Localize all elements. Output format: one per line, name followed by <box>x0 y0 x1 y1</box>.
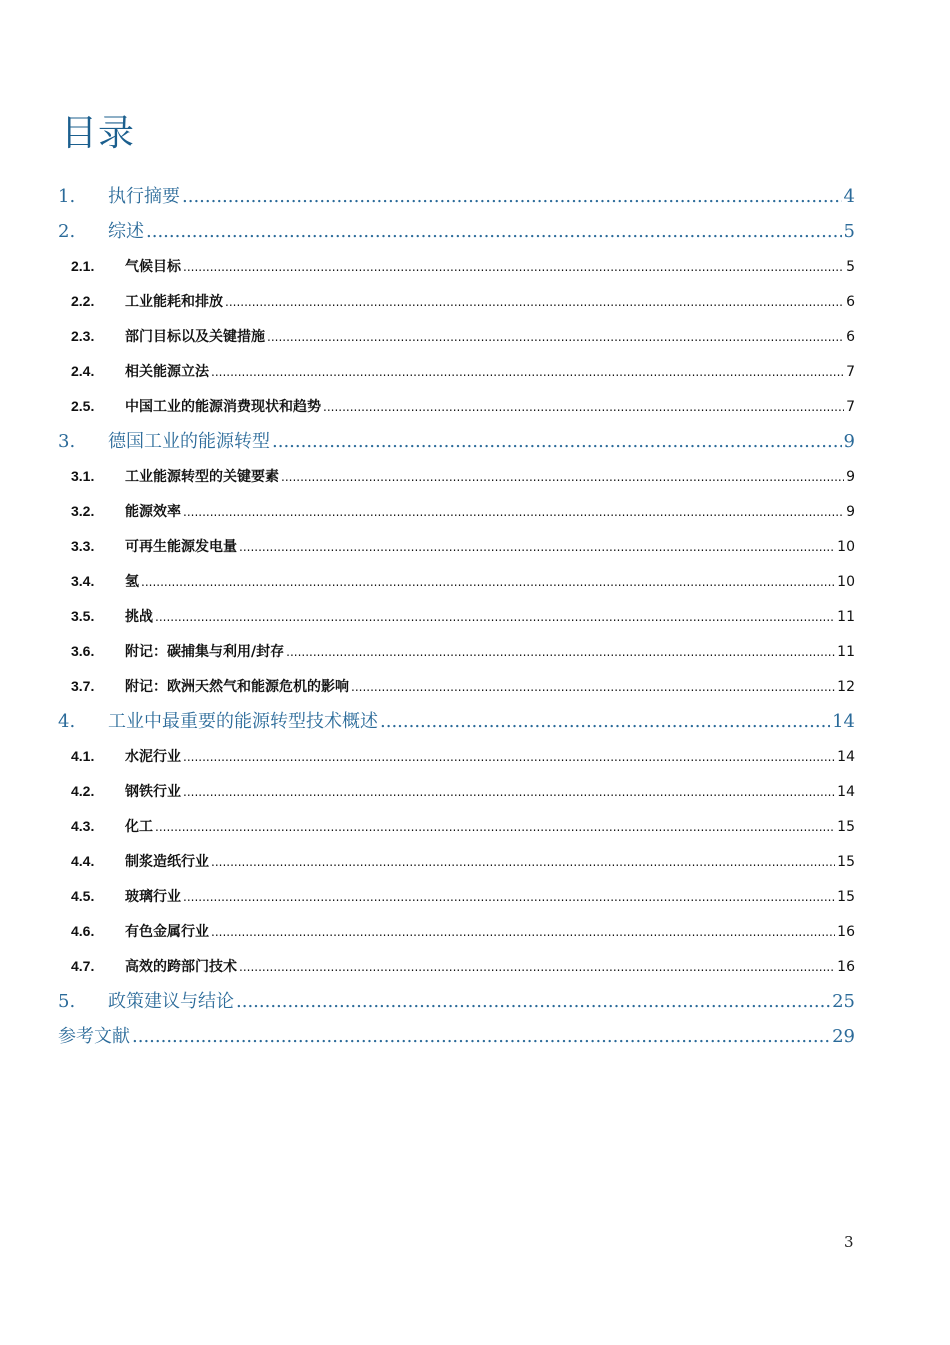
toc-label: 德国工业的能源转型 <box>108 431 270 452</box>
toc-leader <box>155 820 835 834</box>
toc-leader <box>183 890 835 904</box>
toc-page: 15 <box>837 854 855 870</box>
toc-entry-3-5[interactable] <box>71 606 855 626</box>
toc-entry-4-4[interactable] <box>71 851 855 871</box>
toc-entry-3-1[interactable] <box>71 466 855 486</box>
toc-page: 29 <box>832 1026 855 1047</box>
toc-page: 6 <box>846 294 855 310</box>
toc-number: 2.1. <box>71 258 95 274</box>
toc-entry-4-2[interactable] <box>71 781 855 801</box>
toc-leader <box>183 260 844 274</box>
toc-entry-4[interactable] <box>58 707 855 733</box>
toc-number: 2.5. <box>71 398 95 414</box>
toc-leader <box>183 505 844 519</box>
toc-entry-4-3[interactable] <box>71 816 855 836</box>
toc-page: 6 <box>846 329 855 345</box>
toc-entry-5[interactable] <box>58 987 855 1013</box>
toc-number: 2. <box>58 221 76 242</box>
toc-entry-3[interactable] <box>58 427 855 453</box>
toc-number: 4.6. <box>71 923 95 939</box>
toc-label: 附记：碳捕集与利用/封存 <box>125 644 285 660</box>
toc-leader <box>211 365 844 379</box>
toc-label: 中国工业的能源消费现状和趋势 <box>125 399 321 415</box>
toc-number: 2.3. <box>71 328 95 344</box>
toc-leader <box>281 470 844 484</box>
toc-leader <box>146 221 842 242</box>
toc-page: 15 <box>837 819 855 835</box>
toc-leader <box>272 431 842 452</box>
toc-number: 4.5. <box>71 888 95 904</box>
toc-leader <box>239 960 835 974</box>
toc-page: 14 <box>837 749 855 765</box>
toc-leader <box>183 750 835 764</box>
toc-number: 3.1. <box>71 468 95 484</box>
toc-page: 9 <box>843 431 855 452</box>
toc-number: 3.3. <box>71 538 95 554</box>
toc-page: 14 <box>832 711 855 732</box>
toc-leader <box>351 680 835 694</box>
toc-label: 部门目标以及关键措施 <box>125 329 265 345</box>
toc-page: 10 <box>837 574 855 590</box>
toc-label: 参考文献 <box>58 1026 130 1047</box>
toc-entry-4-7[interactable] <box>71 956 855 976</box>
toc-number: 4.3. <box>71 818 95 834</box>
toc-page: 25 <box>832 991 855 1012</box>
toc-leader <box>132 1026 830 1047</box>
toc-page: 9 <box>846 469 855 485</box>
toc-entry-3-4[interactable] <box>71 571 855 591</box>
toc-entry-4-6[interactable] <box>71 921 855 941</box>
toc-page: 12 <box>837 679 855 695</box>
toc-page: 9 <box>846 504 855 520</box>
toc-leader <box>286 645 835 659</box>
toc-leader <box>225 295 844 309</box>
toc-label: 钢铁行业 <box>125 784 181 800</box>
toc-label: 化工 <box>125 819 153 835</box>
toc-page: 16 <box>837 924 855 940</box>
toc-label: 工业能源转型的关键要素 <box>125 469 279 485</box>
toc-page: 15 <box>837 889 855 905</box>
toc-leader <box>380 711 830 732</box>
toc-entry-3-6[interactable] <box>71 641 855 661</box>
toc-entry-1[interactable] <box>58 182 855 208</box>
toc-entry-3-7[interactable] <box>71 676 855 696</box>
toc-page: 11 <box>837 644 855 660</box>
toc-entry-4-5[interactable] <box>71 886 855 906</box>
toc-entry-2-1[interactable] <box>71 256 855 276</box>
toc-page: 5 <box>843 221 855 242</box>
toc-number: 4.2. <box>71 783 95 799</box>
toc-label: 挑战 <box>125 609 153 625</box>
toc-label: 政策建议与结论 <box>108 991 234 1012</box>
toc-leader <box>236 991 830 1012</box>
toc-label: 气候目标 <box>125 259 181 275</box>
toc-label: 制浆造纸行业 <box>125 854 209 870</box>
toc-page: 10 <box>837 539 855 555</box>
toc-leader <box>239 540 835 554</box>
toc-number: 5. <box>58 991 76 1012</box>
toc-label: 水泥行业 <box>125 749 181 765</box>
page-number: 3 <box>844 1233 854 1251</box>
toc-leader <box>141 575 835 589</box>
toc-number: 3.7. <box>71 678 95 694</box>
toc-number: 4.4. <box>71 853 95 869</box>
toc-leader <box>155 610 835 624</box>
toc-number: 1. <box>58 186 76 207</box>
page-title: 目录 <box>61 113 136 154</box>
toc-label: 玻璃行业 <box>125 889 181 905</box>
toc-number: 4.7. <box>71 958 95 974</box>
toc-page: 7 <box>846 364 855 380</box>
toc-number: 3.6. <box>71 643 95 659</box>
toc-number: 2.4. <box>71 363 95 379</box>
toc-label: 能源效率 <box>125 504 181 520</box>
toc-label: 工业中最重要的能源转型技术概述 <box>108 711 378 732</box>
toc-leader <box>183 785 835 799</box>
toc-label: 相关能源立法 <box>125 364 209 380</box>
toc-number: 3.2. <box>71 503 95 519</box>
toc-leader <box>211 855 835 869</box>
toc-page: 5 <box>846 259 855 275</box>
toc-label: 高效的跨部门技术 <box>125 959 237 975</box>
toc-entry-4-1[interactable] <box>71 746 855 766</box>
toc-entry-2[interactable] <box>58 217 855 243</box>
toc-page: 4 <box>843 186 855 207</box>
toc-entry-2-2[interactable] <box>71 291 855 311</box>
toc-leader <box>182 186 842 207</box>
toc-leader <box>267 330 844 344</box>
toc-label: 氢 <box>125 574 139 590</box>
toc-entry-2-3[interactable] <box>71 326 855 346</box>
toc-entry-3-3[interactable] <box>71 536 855 556</box>
toc-number: 4.1. <box>71 748 95 764</box>
toc-page: 11 <box>837 609 855 625</box>
toc-number: 3. <box>58 431 76 452</box>
toc-label: 有色金属行业 <box>125 924 209 940</box>
toc-number: 3.4. <box>71 573 95 589</box>
toc-page: 16 <box>837 959 855 975</box>
toc-number: 3.5. <box>71 608 95 624</box>
toc-entry-3-2[interactable] <box>71 501 855 521</box>
toc-entry-2-5[interactable] <box>71 396 855 416</box>
toc-label: 综述 <box>108 221 144 242</box>
toc-label: 附记：欧洲天然气和能源危机的影响 <box>125 679 349 695</box>
toc-label: 工业能耗和排放 <box>125 294 223 310</box>
toc-page: 14 <box>837 784 855 800</box>
toc-entry-references[interactable] <box>58 1022 855 1048</box>
toc-leader <box>211 925 835 939</box>
toc-leader <box>323 400 844 414</box>
toc-number: 2.2. <box>71 293 95 309</box>
toc-page: 7 <box>846 399 855 415</box>
toc-label: 可再生能源发电量 <box>125 539 237 555</box>
toc-number: 4. <box>58 711 76 732</box>
toc-label: 执行摘要 <box>108 186 180 207</box>
toc-entry-2-4[interactable] <box>71 361 855 381</box>
